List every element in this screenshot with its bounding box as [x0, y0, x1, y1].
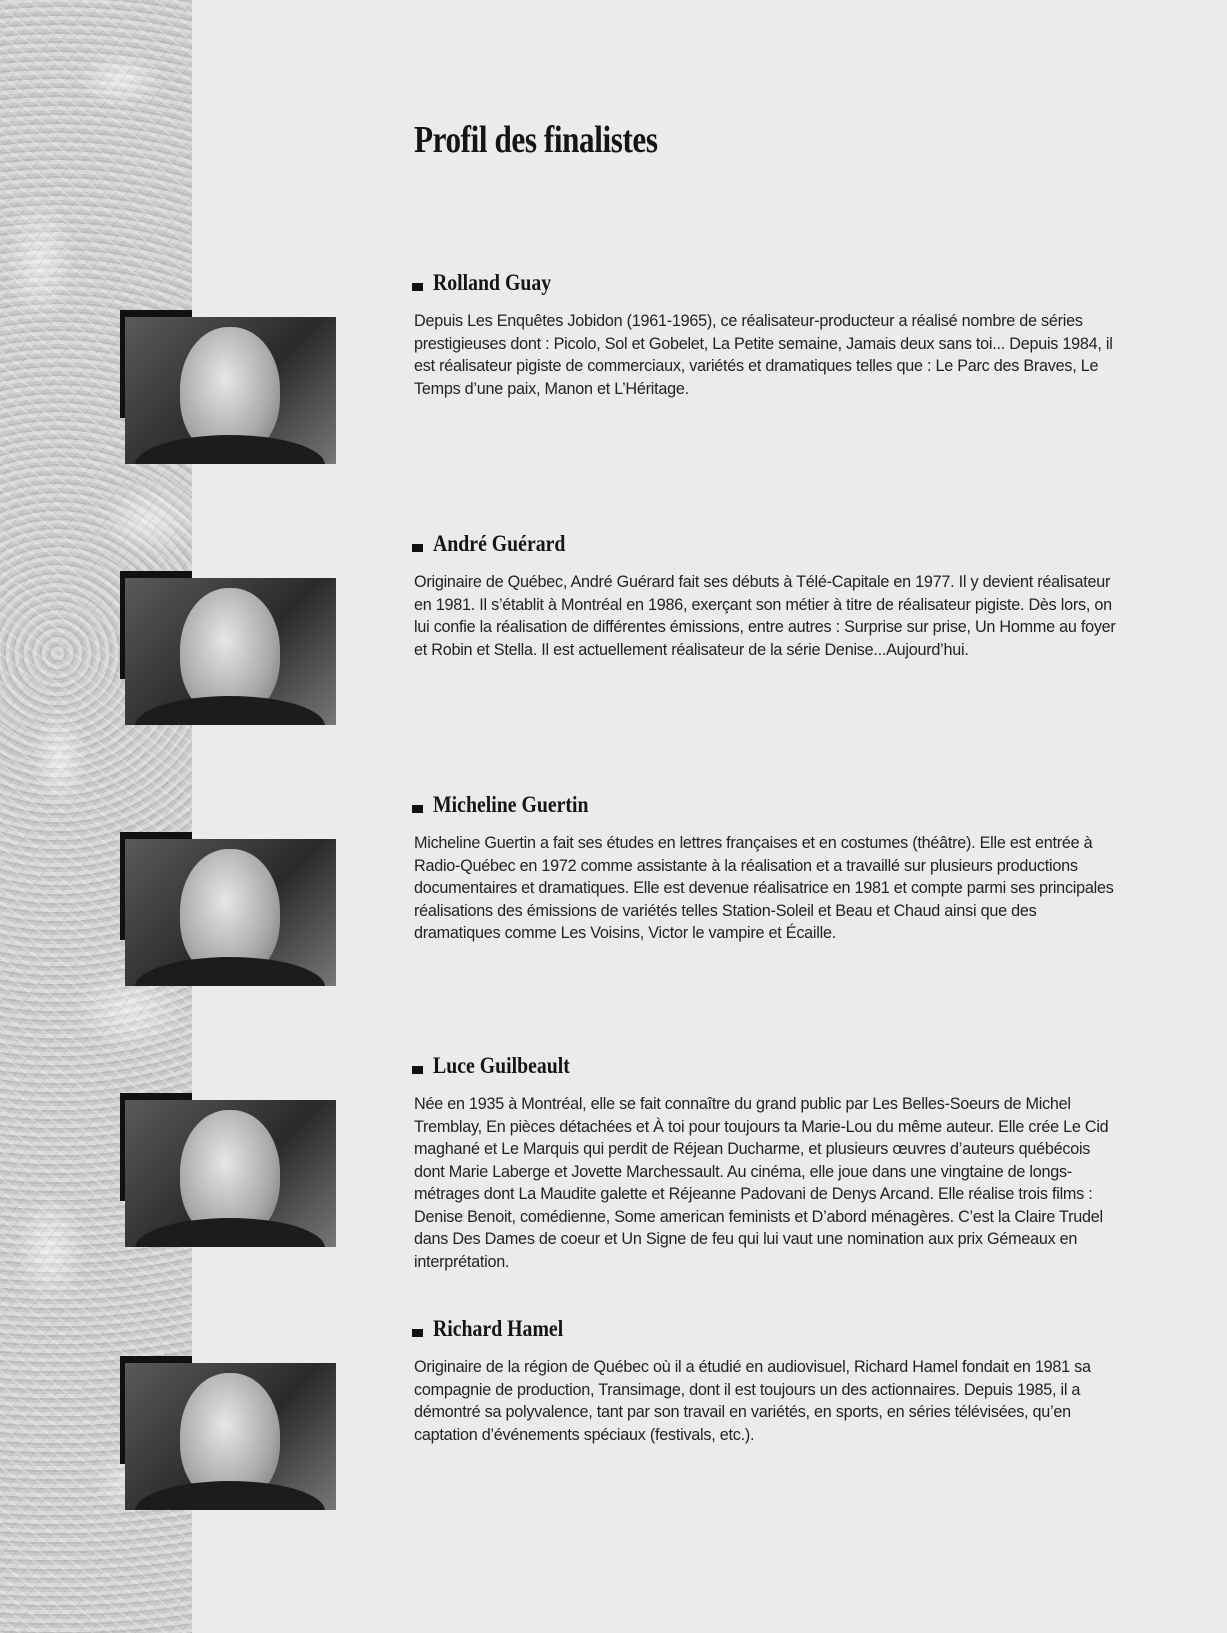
profile-name-text: Micheline Guertin	[433, 792, 589, 817]
bullet-icon	[412, 1329, 423, 1337]
profile-bio: Née en 1935 à Montréal, elle se fait connaître du grand public par Les Belles-Soeurs de Michel Tremblay, En pièces détachées et À toi pour toujours ta Marie-Lou du même auteur. Elle crée Le Cid maghané et Le Marquis qui perdit de Réjean Ducharme, et plusieurs œuvres d’auteurs québécois dont Marie Laberge et Jovette Marchessault. Au cinéma, elle joue dans une vingtaine de longs-métrages dont La Maudite galette et Réjeanne Padovani de Denys Arcand. Elle réalise trois films : Denise Benoit, comédienne, Some american feminists et D’abord ménagères. C’est la Claire Trudel dans Des Dames de coeur et Un Signe de feu qui lui vaut une nomination aux prix Gémeaux en interprétation.	[414, 1095, 1109, 1271]
bullet-icon	[412, 283, 423, 291]
profile-bio: Depuis Les Enquêtes Jobidon (1961-1965), ce réalisateur-producteur a réalisé nombre de séries prestigieuses dont : Picolo, Sol et Gobelet, La Petite semaine, Jamais deux sans toi... Depuis 1984, il est réalisateur pigiste de commerciaux, variétés et dramatiques telles que : Le Parc des Braves, Le Temps d’une paix, Manon et L’Héritage.	[414, 312, 1113, 398]
portrait-image	[125, 578, 336, 725]
profile-name-text: Luce Guilbeault	[433, 1053, 570, 1078]
bullet-icon	[412, 544, 423, 552]
profile-name-text: Richard Hamel	[433, 1316, 564, 1341]
profile-photo	[120, 310, 336, 464]
profile-bio: Micheline Guertin a fait ses études en lettres françaises et en costumes (théâtre). Elle est entrée à Radio-Québec en 1972 comme assistante à la réalisation et a travaillé sur plusieurs productions documentaires et dramatiques. Elle est devenue réalisatrice en 1981 et compte parmi ses principales réalisations des émissions de variétés telles Station-Soleil et Beau et Chaud ainsi que des dramatiques comme Les Voisins, Victor le vampire et Écaille.	[414, 834, 1114, 942]
profile-name	[412, 1053, 592, 1079]
bullet-icon	[412, 805, 423, 813]
profile-name	[412, 270, 570, 296]
portrait-image	[125, 317, 336, 464]
portrait-image	[125, 1100, 336, 1247]
profile-photo	[120, 832, 336, 986]
portrait-image	[125, 1363, 336, 1510]
profile-photo	[120, 571, 336, 725]
profile-bio: Originaire de la région de Québec où il a étudié en audiovisuel, Richard Hamel fondait en 1981 sa compagnie de production, Transimage, dont il est toujours un des actionnaires. Depuis 1985, il a démontré sa polyvalence, tant par son travail en variétés, en sports, en séries télévisées, qu’en captation d’événements spéciaux (festivals, etc.).	[414, 1358, 1091, 1444]
page-title: Profil des finalistes	[414, 119, 658, 161]
profile-name	[412, 1316, 584, 1342]
profile-name	[412, 792, 614, 818]
profile-name-text: André Guérard	[433, 531, 566, 556]
profile-bio: Originaire de Québec, André Guérard fait ses débuts à Télé-Capitale en 1977. Il y devient réalisateur en 1981. Il s’établit à Montréal en 1986, exerçant son métier à titre de réalisateur pigiste. Dès lors, on lui confie la réalisation de différentes émissions, entre autres : Surprise sur prise, Un Homme au foyer et Robin et Stella. Il est actuellement réalisateur de la série Denise...Aujourd’hui.	[414, 573, 1116, 659]
profile-name	[412, 531, 587, 557]
bullet-icon	[412, 1066, 423, 1074]
portrait-image	[125, 839, 336, 986]
profile-name-text: Rolland Guay	[433, 270, 552, 295]
profile-photo	[120, 1093, 336, 1247]
profile-photo	[120, 1356, 336, 1510]
